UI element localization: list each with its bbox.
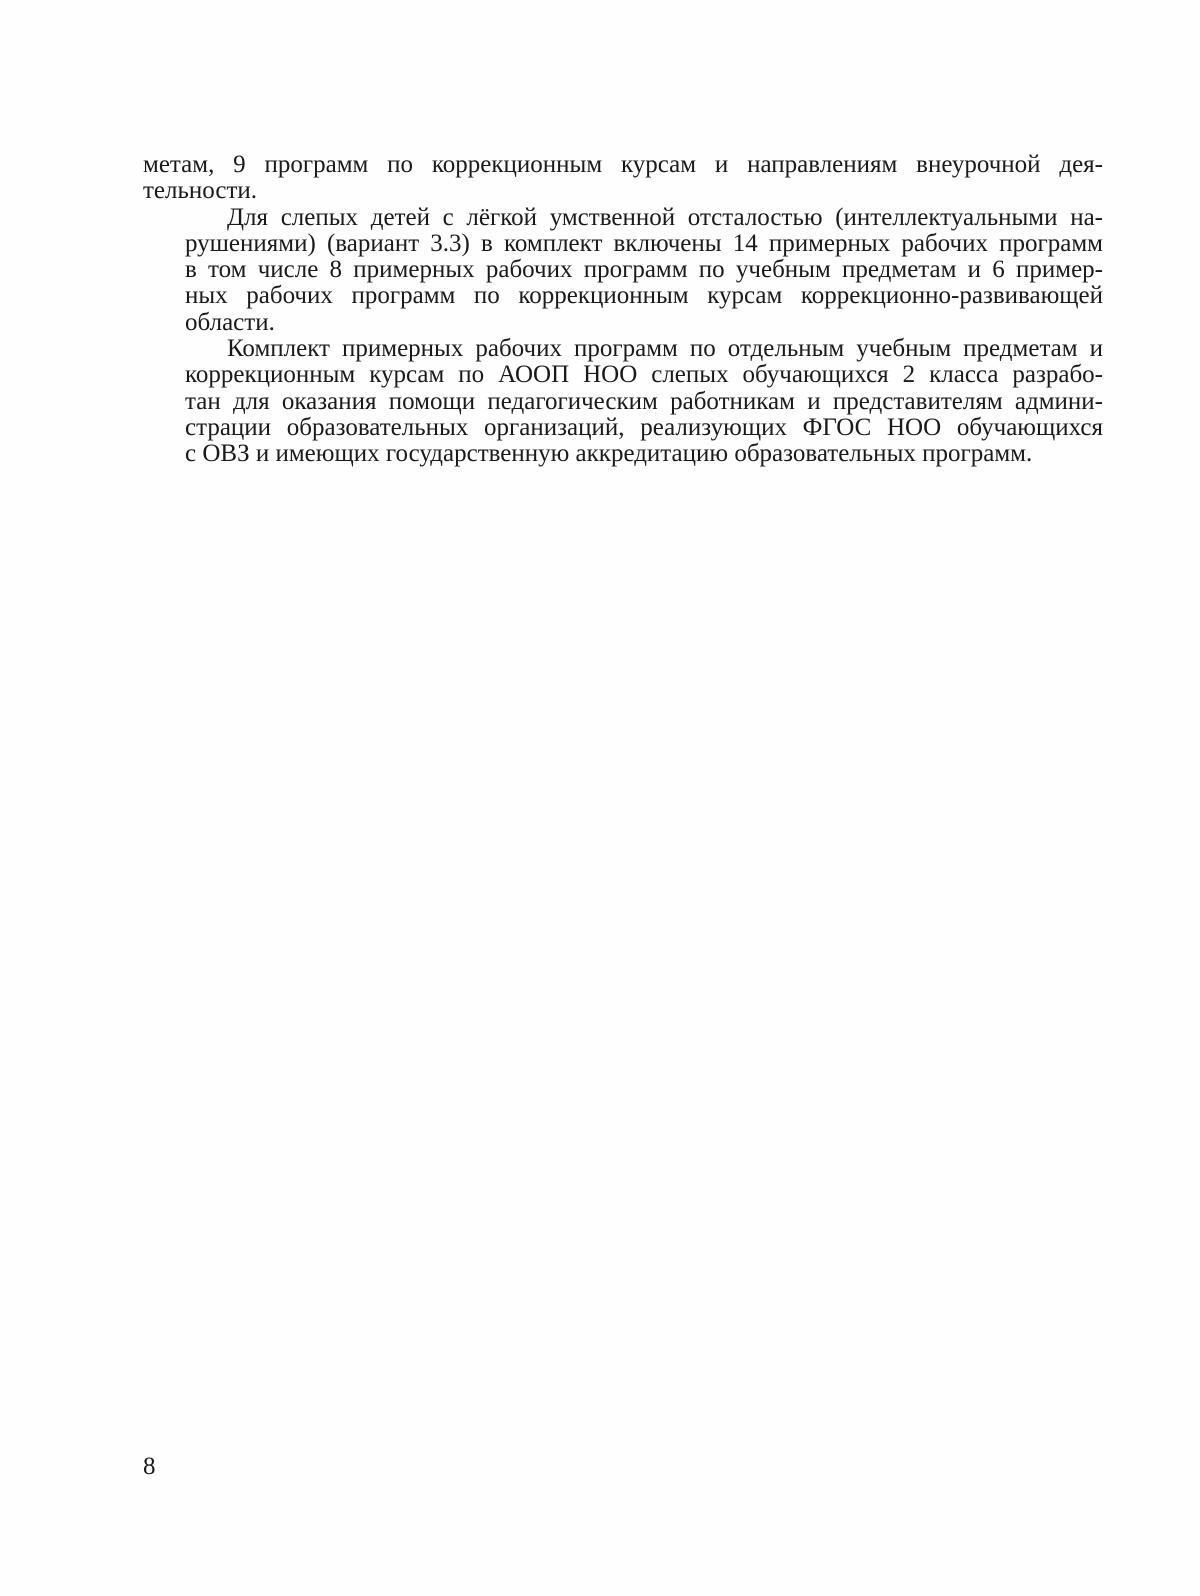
text-line: рушениями) (вариант 3.3) в комплект включены 14 примерных рабочих программ [185,229,1103,257]
text-line: Для слепых детей с лёгкой умственной отсталостью (интеллектуальными на- [227,203,1103,231]
text-line: коррекционным курсам по АООП НОО слепых обучающихся 2 класса разрабо- [185,361,1103,389]
text-line: тан для оказания помощи педагогическим работникам и представителям админи- [185,387,1103,415]
paragraph-3 [143,336,1103,467]
text-line: метам, 9 программ по коррекционным курсам и направлениям внеурочной дея- [143,151,1103,178]
text-line: Комплект примерных рабочих программ по отдельным учебным предметам и [227,335,1103,363]
paragraph-2 [143,205,1103,336]
text-line: в том числе 8 примерных рабочих программ по учебным предметам и 6 пример- [185,256,1103,284]
text-line: тельности. [143,177,258,205]
body-text [143,152,1103,468]
page-number: 8 [143,1453,156,1480]
text-line: ных рабочих программ по коррекционным курсам коррекционно-развивающей [185,282,1103,310]
paragraph-1 [143,152,1103,205]
text-line: с ОВЗ и имеющих государственную аккредитацию образовательных программ. [185,440,1033,468]
text-line: страции образовательных организаций, реализующих ФГОС НОО обучающихся [185,413,1103,441]
text-line: области. [185,308,275,336]
